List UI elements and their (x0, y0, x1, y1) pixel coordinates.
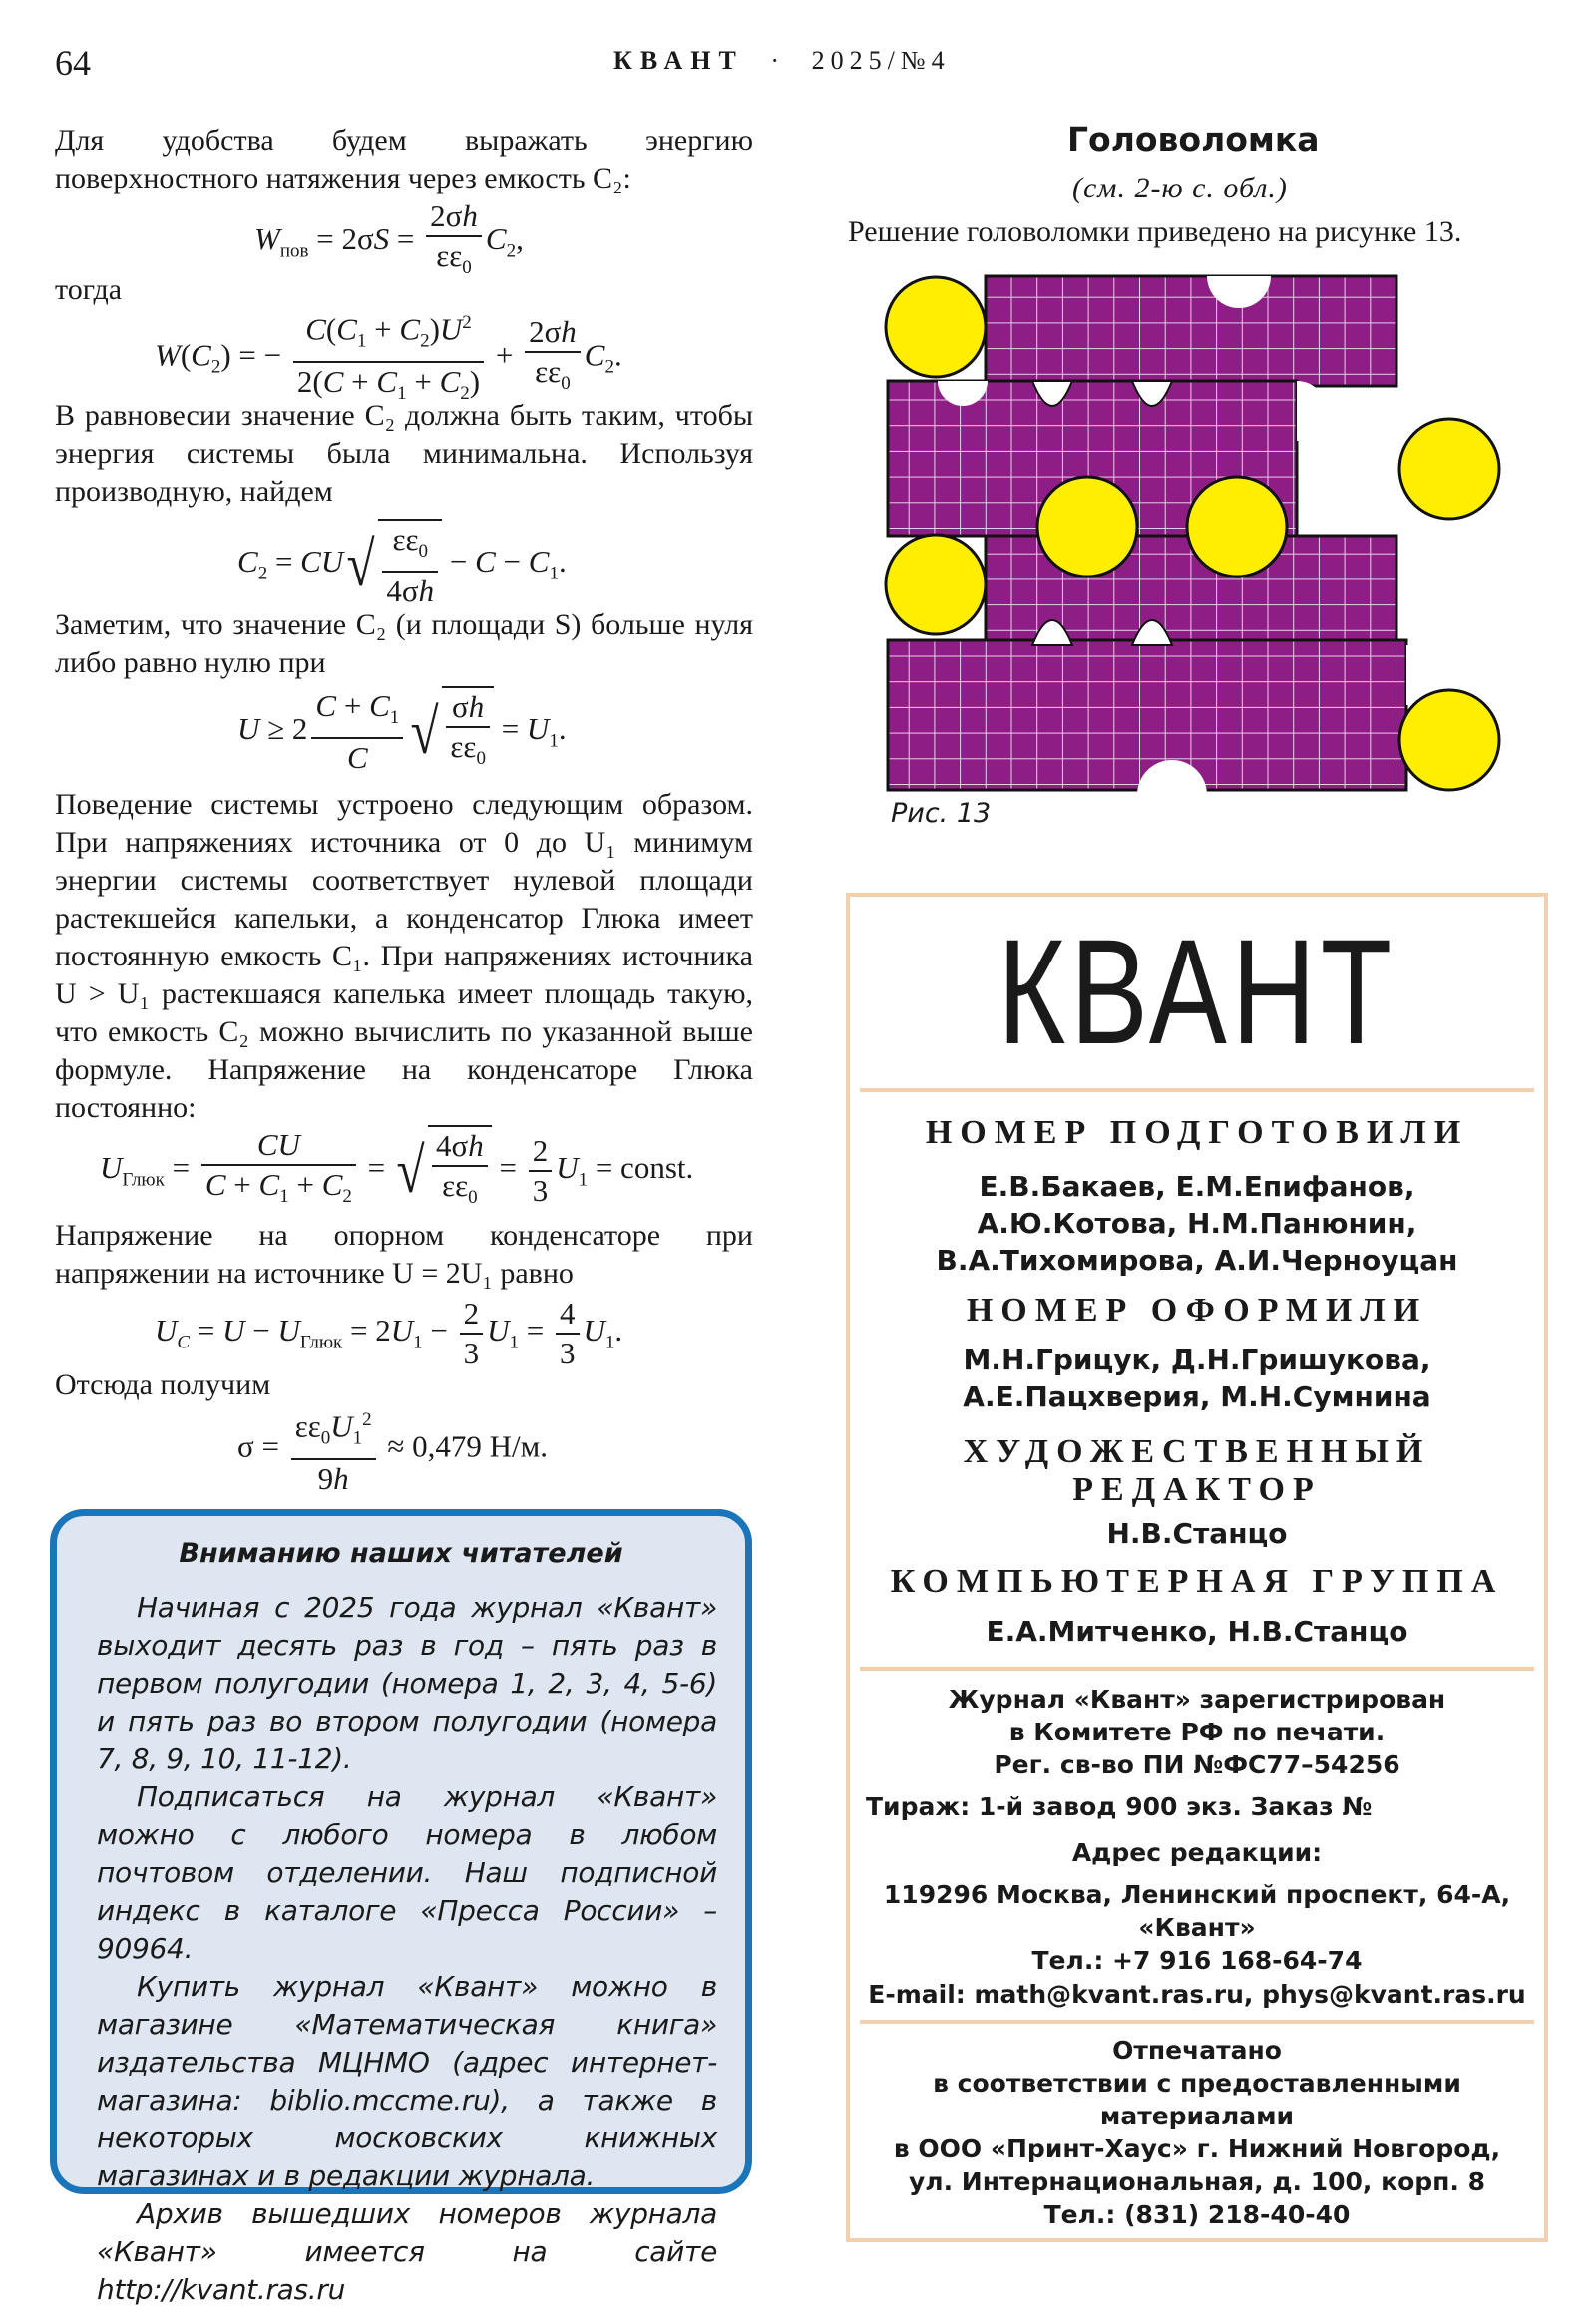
printing-info (850, 2034, 1544, 2231)
registration-line: в Комитете РФ по печати. (1008, 1718, 1386, 1746)
editorial-email: E-mail: math@kvant.ras.ru, phys@kvant.ras.ru (868, 1980, 1526, 2009)
registration-info (850, 1683, 1544, 1781)
editorial-phone: Тел.: +7 916 168-64-74 (1031, 1946, 1363, 1975)
formula-u1: U ≥ 2 $\frac{C + C_1}{C}$ √ $\frac{\sigma h}{\varepsilon\varepsilon_0}$ = $U_1$. (237, 686, 567, 778)
registration-line: Журнал «Квант» зарегистрирован (948, 1685, 1446, 1714)
address-line: «Квант» (1138, 1913, 1256, 1942)
names-line: В.А.Тихомирова, А.И.Черноуцан (936, 1244, 1458, 1277)
journal-name: КВАНТ (613, 46, 744, 75)
registration-line: Рег. св-во ПИ №ФС77–54256 (994, 1750, 1400, 1779)
article-paragraph-7: Отсюда получим (55, 1368, 271, 1401)
yellow-disc (1187, 477, 1287, 577)
printing-line: Отпечатано (1112, 2036, 1282, 2065)
circulation-info: Тираж: 1-й завод 900 экз. Заказ № (866, 1792, 1373, 1821)
designed-names (850, 1342, 1544, 1415)
notice-paragraph-2: Подписаться на журнал «Квант» можно с любого номера в любом почтовом отделении. Наш подписной индекс в каталоге «Пресса России» – 90964. (97, 1780, 717, 1965)
yellow-disc (1399, 419, 1499, 519)
divider (860, 1667, 1534, 1671)
printing-line: материалами (1099, 2102, 1295, 2130)
art-editor-heading (850, 1433, 1544, 1509)
notice-paragraph-3: Купить журнал «Квант» можно в магазине «Математическая книга» издательства МЦНМО (адрес интернет-магазина: biblio.mccme.ru), а также в некоторых московских книжных магазинах и в редакции журнала. (97, 1970, 717, 2192)
yellow-disc (886, 535, 986, 634)
formula-surface-energy: $W_{пов} = 2\sigma S$ = $\frac{2\sigma h}{\varepsilon\varepsilon_0}$ $C_2$, (254, 198, 524, 279)
formula-c2: $C_2 = CU√$ $\frac{\varepsilon\varepsilon_0}{4\sigma h}$ − $C - C_1$. (237, 519, 567, 610)
running-head (613, 46, 951, 76)
heading-line: РЕДАКТОР (1072, 1471, 1322, 1508)
cutout-shape (1297, 381, 1327, 441)
designed-heading: НОМЕР ОФОРМИЛИ (966, 1292, 1428, 1329)
figure-caption: Рис. 13 (891, 798, 992, 829)
notice-title: Вниманию наших читателей (179, 1538, 623, 1569)
article-paragraph-4: Заметим, что значение C₂ (и площади S) больше нуля либо равно нулю при (55, 608, 753, 679)
art-editor-name: Н.В.Станцо (1106, 1517, 1288, 1550)
page-number: 64 (55, 43, 91, 83)
printing-line: в ООО «Принт-Хаус» г. Нижний Новгород, (893, 2134, 1501, 2163)
article-paragraph-5: Поведение системы устроено следующим образом. При напряжениях источника от 0 до U₁ минимум энергии системы соответствует нулевой площади растекшейся капельки, а конденсатор Глюка имеет постоянную емкость C₁. При напряжениях источника U > U₁ растекшаяся капелька имеет площадь такую, что емкость C₂ можно вычислить по указанной выше формуле. Напряжение на конденсаторе Глюка постоянно: (55, 788, 753, 1124)
formula-sigma: σ = $\frac{\varepsilon\varepsilon_0U_1^2}{9h}$ ≈ 0,479 Н/м. (237, 1401, 548, 1498)
divider (860, 1088, 1534, 1092)
computer-group-names: Е.А.Митченко, Н.В.Станцо (986, 1615, 1408, 1648)
puzzle-solution-figure (883, 271, 1521, 795)
printing-line: Тел.: (831) 218-40-40 (1043, 2200, 1351, 2229)
yellow-disc (1399, 690, 1499, 790)
prepared-heading: НОМЕР ПОДГОТОВИЛИ (925, 1114, 1469, 1151)
credits-box (846, 893, 1548, 2242)
formula-total-energy: $W(C_2)$ = − $\frac{C(C_1 + C_2)U^2}{2(C + C_1 + C_2)}$ + $\frac{2\sigma h}{\varepsilon\varepsilon_0}$ $C_2$. (155, 304, 622, 413)
article-paragraph-2: тогда (55, 273, 123, 306)
divider (860, 2020, 1534, 2024)
issue-number: 2025/№4 (811, 46, 951, 75)
address-heading: Адрес редакции: (1071, 1838, 1323, 1867)
article-paragraph-6: Напряжение на опорном конденсаторе при напряжении на источнике U = 2U₁ равно (55, 1219, 753, 1290)
header-separator: · (770, 46, 786, 75)
yellow-disc (1037, 477, 1137, 577)
masthead-logo: КВАНТ (998, 908, 1396, 1075)
puzzle-piece-top (986, 276, 1396, 386)
notice-paragraph-4: Архив вышедших номеров журнала «Квант» имеется на сайте http://kvant.ras.ru (97, 2197, 717, 2306)
puzzle-title: Головоломка (1067, 120, 1320, 159)
prepared-names (850, 1168, 1544, 1279)
heading-line: ХУДОЖЕСТВЕННЫЙ (963, 1433, 1431, 1470)
names-line: М.Н.Грицук, Д.Н.Гришукова, (963, 1344, 1431, 1376)
puzzle-reference: (см. 2-ю с. обл.) (1072, 172, 1288, 204)
article-paragraph-1: Для удобства будем выражать энергию поверхностного натяжения через емкость C₂: (55, 124, 753, 194)
names-line: Е.В.Бакаев, Е.М.Епифанов, (979, 1170, 1415, 1203)
formula-u-gluck: $U_{Глюк}$ = $\frac{CU}{C + C_1 + C_2}$ = √ $\frac{4\sigma h}{\varepsilon\varepsilon_0}$ = $\frac{2}{3}$ $U_1$ = const. (100, 1125, 693, 1217)
computer-group-heading: КОМПЬЮТЕРНАЯ ГРУППА (890, 1563, 1504, 1600)
address-line: 119296 Москва, Ленинский проспект, 64-А, (883, 1880, 1511, 1909)
article-paragraph-3: В равновесии значение C₂ должна быть таким, чтобы энергия системы была минимальна. Используя производную, найдем (55, 399, 753, 508)
puzzle-piece-bottom (888, 640, 1406, 790)
editorial-address (850, 1878, 1544, 1944)
printing-line: в соответствии с предоставленными (933, 2069, 1461, 2098)
names-line: А.Ю.Котова, Н.М.Панюнин, (977, 1207, 1417, 1240)
puzzle-solution-text: Решение головоломки приведено на рисунке 13. (848, 215, 1462, 248)
formula-uc: $U_C = U - U_{Глюк} = 2U_1$ − $\frac{2}{3}$ $U_1$ = $\frac{4}{3}$ $U_1$. (155, 1296, 623, 1370)
notice-paragraph-1: Начиная с 2025 года журнал «Квант» выходит десять раз в год – пять раз в первом полугодии (номера 1, 2, 3, 4, 5-6) и пять раз во втором полугодии (номера 7, 8, 9, 10, 11-12). (97, 1591, 717, 1775)
reader-notice-box (50, 1509, 752, 2306)
names-line: А.Е.Пацхверия, М.Н.Сумнина (963, 1380, 1431, 1413)
sigma-result: ≈ 0,479 Н/м. (387, 1428, 549, 1464)
printing-line: ул. Интернациональная, д. 100, корп. 8 (908, 2167, 1486, 2196)
yellow-disc (886, 277, 986, 377)
